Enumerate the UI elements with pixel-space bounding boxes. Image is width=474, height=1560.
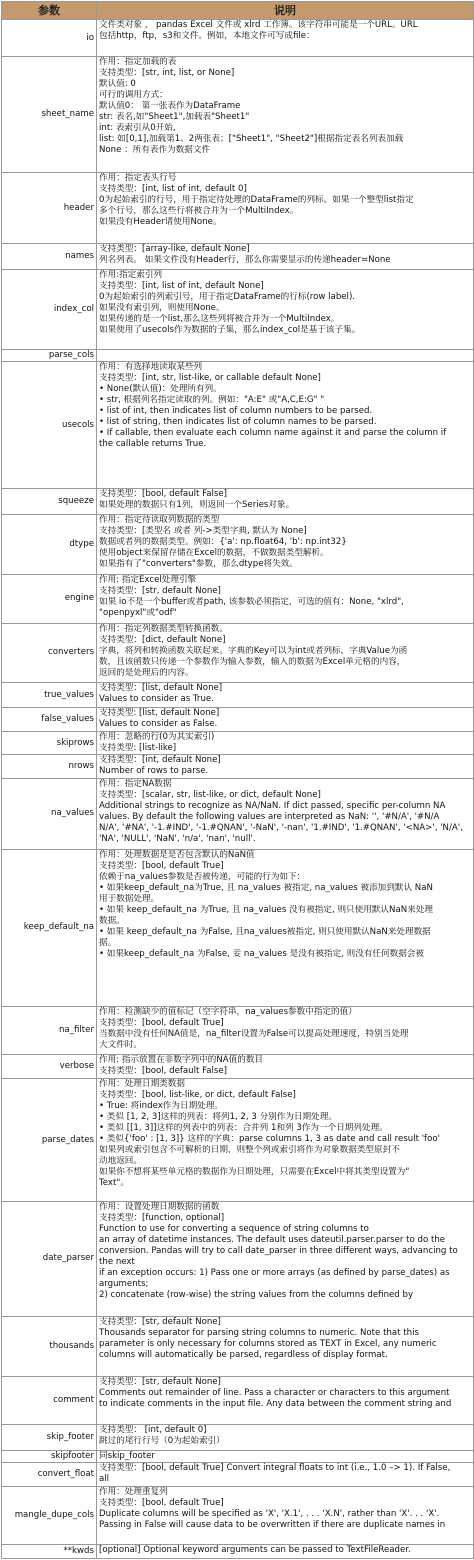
param-description [97,514,474,574]
param-name: nrows [2,755,97,779]
header-param: 参数 [2,2,97,20]
description-line: None ：所有表作为数据文件 [99,145,211,156]
param-description [97,1544,474,1558]
description-line: 支持类型：[int, list of int, default None] [99,280,264,291]
table-row [2,173,474,243]
table-row [2,574,474,623]
description-line: 多个行号，那么这些行将被合并为一个MultiIndex。 [99,206,299,217]
description-line: 如果你不想将某些单元格的数据作为日期处理，只需要在Excel中将其类型设置为" [99,1167,410,1178]
param-name: parse_dates [2,1079,97,1201]
description-line: 作用：处理重复列 [99,1486,168,1497]
param-name: na_filter [2,1007,97,1055]
param-name: engine [2,574,97,623]
description-line: Thousands separator for parsing string columns to numeric. Note that this [99,1328,419,1339]
table-row [2,1486,474,1544]
param-name: comment [2,1377,97,1425]
table-row [2,1544,474,1558]
description-line: • str, 根据列名指定读取的列。例如："A:E" 或"A,C,E:G" " [99,395,325,406]
description-line: Values to consider as False. [99,719,218,730]
table-row [2,243,474,269]
param-name: names [2,243,97,269]
description-line: 2) concatenate (row-wise) the string values from the columns defined by [99,1289,414,1300]
table-row [2,779,474,849]
table-row [2,1055,474,1079]
param-name: squeeze [2,489,97,514]
description-line: the callable returns True. [99,439,207,450]
header-desc: 说明 [97,2,474,20]
description-line: Number of rows to parse. [99,766,209,777]
param-description [97,1007,474,1055]
param-name: header [2,173,97,243]
description-line: "openpyxl"或"odf" [99,607,177,618]
description-line: N/A', '#NA', '-1.#IND', '-1.#QNAN', '-NaN', '-nan', '1.#IND', '1.#QNAN', '<NA>', 'N/A', [99,823,463,834]
table-row [2,683,474,708]
description-line: 如果 io不是一个buffer或者path, 该参数必须指定，可选的值有：None, "xlrd", [99,596,404,607]
table-row [2,1317,474,1377]
table-row [2,1462,474,1486]
description-line: 如果传递的是一个list,那么这些列将被合并为一个MultiIndex。 [99,313,340,324]
table-row [2,350,474,362]
description-line: 可行的调用方式： [99,90,168,101]
description-line: • list of int, then indicates list of column numbers to be parsed. [99,406,373,417]
description-line: 支持类型：[list, default None] [99,683,223,694]
description-line: 支持类型：[类型名 或者 列->类型字典, 默认为 None] [99,525,307,536]
param-description [97,732,474,755]
description-line: • 如果keep_default_na 为False, 妾 na_values 是没有被指定, 则没有任何数据会被 [99,948,424,959]
description-line: the next [99,1256,135,1267]
param-description [97,1317,474,1377]
description-line: if an exception occurs: 1) Pass one or more arrays (as defined by parse_dates) as [99,1267,450,1278]
description-line: 跳过的尾行行号（0为起始索引） [99,1436,225,1447]
description-line: 作用：指定加载的表 [99,57,177,68]
description-line: 作用: 指示放置在非数字列中的NA值的数目 [99,1055,264,1066]
param-description [97,57,474,173]
param-description [97,1450,474,1462]
description-line: 支持类型： [int, default 0] [99,1425,207,1436]
table-row [2,514,474,574]
description-line: arguments; [99,1278,149,1289]
description-line: int: 表索引从0开始, [99,123,176,134]
param-description [97,1201,474,1316]
param-name: index_col [2,269,97,349]
param-description [97,489,474,514]
description-line: 支持类型：[str, default None] [99,1317,221,1328]
description-line: an array of datetime instances. The default uses dateutil.parser.parser to do the [99,1234,446,1245]
description-line: 列名列表。 如果文件没有Header行，那么你需要显示的传递header=None [99,254,391,265]
description-line: 支持类型：[str, int, list, or None] [99,68,235,79]
param-name: false_values [2,708,97,732]
description-line: Duplicate columns will be specified as 'X', 'X.1', . . . 'X.N', rather than 'X'. . . 'X'. [99,1508,440,1519]
param-name: converters [2,623,97,682]
param-description [97,269,474,349]
description-line: 作用：有选择地读取某些列 [99,362,203,373]
param-description [97,1462,474,1486]
description-line: 作用：忽略的行(0为其实索引) [99,732,215,743]
description-line: 支持类型：[bool, default False] [99,489,228,500]
description-line: columns will automatically be parsed, regardless of display format. [99,1350,388,1361]
description-line: 默认值0： 第一张表作为DataFrame [99,101,241,112]
description-line: 返回的是处理后的内容。 [99,667,194,678]
description-line: 字典，将列和转换函数关联起来。字典的Key可以为int或者列标，字典Value为函 [99,645,408,656]
param-name: skip_footer [2,1425,97,1450]
table-row [2,489,474,514]
description-line: 使用object来保留存储在Excel的数据，不做数据类型解析。 [99,547,329,558]
description-line: 包括http，ftp，s3和文件。例如，本地文件可写成file： [99,31,315,41]
description-line: 默认值: 0 [99,79,136,90]
description-line: 动地返回。 [99,1156,142,1167]
description-line: 支持类型：[int, list of int, default 0] [99,184,247,195]
description-line: 如果使用了usecols作为数据的子集，那么index_col是基于该子集。 [99,324,361,335]
description-line: Comments out remainder of line. Pass a character or characters to this argument [99,1388,450,1399]
param-description [97,574,474,623]
table-row [2,1425,474,1450]
description-line: 支持类型：[int, default None] [99,755,221,766]
description-line: 作用：指定表头行号 [99,173,177,184]
param-name: sheet_name [2,57,97,173]
description-line: 文件类对象 ， pandas Excel 文件或 xlrd 工作簿。该字符串可能是一个URL。URL [99,20,418,30]
description-line: [optional] Optional keyword arguments can be passed to TextFileReader. [99,1544,411,1555]
description-line: 作用：指定NA数据 [99,779,172,790]
table-row [2,1007,474,1055]
description-line: • 如果 keep_default_na 为True, 且 na_values 没有被指定, 则只使用默认NaN来处理 [99,904,433,915]
param-description [97,1055,474,1079]
description-line: • 如果 keep_default_na 为False, 且na_values被指定, 则只使用默认NaN来处理数据 [99,926,431,937]
description-line: Text"。 [99,1178,129,1189]
description-line: 支持类型：[int, str, list-like, or callable default None] [99,373,321,384]
description-line: Function to use for converting a sequence of string columns to [99,1223,369,1234]
param-description [97,849,474,1007]
description-line: 支持类型：[str, default None] [99,1377,221,1388]
table-row [2,623,474,682]
description-line: 0为起始索引的列索引号，用于指定DataFrame的行标(row label). [99,291,356,302]
description-line: • 类似 [[1, 3]]这样的列表中的列表：合并列 1和列 3作为一个日期列处理。 [99,1123,388,1134]
param-description [97,755,474,779]
param-description [97,779,474,849]
description-line: 'NA', 'NULL', 'NaN', 'n/a', 'nan', 'null'. [99,834,256,845]
description-line: 数据。 [99,915,125,926]
description-line: 支持类型：[scalar, str, list-like, or dict, default None] [99,790,321,801]
param-name: skiprows [2,732,97,755]
description-line: Additional strings to recognize as NA/NaN. If dict passed, specific per-column NA [99,801,446,812]
description-line: to indicate comments in the input file. Any data between the comment string and [99,1399,452,1410]
param-description [97,362,474,489]
description-line: • list of string, then indicates list of column names to be parsed. [99,417,377,428]
param-name: keep_default_na [2,849,97,1007]
param-name: dtype [2,514,97,574]
description-line: Passing in False will cause data to be overwritten if there are duplicate names in [99,1519,446,1530]
description-line: str: 表名,如"Sheet1",加载表"Sheet1" [99,112,250,123]
description-line: 数，且该函数只传递一个参数作为输入参数，输入的数据为Excel单元格的内容， [99,656,406,667]
description-line: list: 如[0,1],加载第1、2两张表；["Sheet1", "Sheet2"]根据指定表名列表加载 [99,134,404,145]
param-description [97,20,474,57]
description-line: 支持类型：[bool, default True] Convert integral floats to int (i.e., 1.0 –> 1). If False, [99,1462,451,1473]
param-description [97,708,474,732]
description-line: • None(默认值)：处理所有列。 [99,384,222,395]
description-line: 如果没有索引列，则使用None。 [99,302,225,313]
param-description [97,1425,474,1450]
description-line: 作用：处理日期类数据 [99,1079,185,1090]
param-name: true_values [2,683,97,708]
param-name: verbose [2,1055,97,1079]
description-line: Values to consider as True. [99,694,214,705]
description-line: • True: 将index作为日期处理。 [99,1101,223,1112]
param-name: io [2,20,97,57]
description-line: 支持类型：[bool, default True] [99,1018,224,1029]
table-body [2,20,474,1559]
table-row [2,1377,474,1425]
description-line: • 类似{'foo' : [1, 3]} 这样的字典：parse columns 1, 3 as date and call result 'foo' [99,1134,440,1145]
param-description [97,243,474,269]
description-line: 据。 [99,937,117,948]
description-line: 支持类型：[array-like, default None] [99,243,250,254]
table-row [2,269,474,349]
table-row [2,1201,474,1316]
param-name: thousands [2,1317,97,1377]
table-row [2,1450,474,1462]
description-line: 0为起始索引的行号，用于指定待处理的DataFrame的列标。如果一个整型list指定 [99,195,414,206]
param-name: convert_float [2,1462,97,1486]
table-row [2,20,474,57]
description-line: 作用:指定索引列 [99,269,163,280]
description-line: all [99,1473,110,1484]
description-line: 如果没有Header请使用None。 [99,217,222,228]
description-line: • 类似 [1, 2, 3]这样的列表：将列1, 2, 3 分别作为日期处理。 [99,1112,337,1123]
param-name: **kwds [2,1544,97,1558]
description-line: values. By default the following values are interpreted as NaN: '', '#N/A', '#N/A [99,812,440,823]
param-name: skipfooter [2,1450,97,1462]
description-line: 作用：指定待读取列数据的类型 [99,514,220,525]
description-line: • 如果keep_default_na为True, 且 na_values 被指定, na_values 被添加到默认 NaN [99,882,433,893]
param-name: date_parser [2,1201,97,1316]
description-line: 依赖于na_values参数是否被传递，可能的行为如下： [99,871,306,882]
param-description [97,623,474,682]
table-row [2,708,474,732]
description-line: 支持类型：[bool, default True] [99,860,224,871]
description-line: 支持类型：[function, optional] [99,1212,225,1223]
description-line: 支持类型：[bool, list-like, or dict, default False] [99,1090,296,1101]
param-name: usecols [2,362,97,489]
param-description [97,1377,474,1425]
description-line: 作用：指定列数据类型转换函数。 [99,623,228,634]
table-row [2,732,474,755]
description-line: conversion. Pandas will try to call date_parser in three different ways, advancing to [99,1245,458,1256]
param-description [97,350,474,362]
description-line: 数据或者列的数据类型。例如：{'a': np.float64, 'b': np.int32} [99,536,347,547]
parameter-table [1,1,474,1559]
description-line: 支持类型：[dict, default None] [99,634,226,645]
table-row [2,755,474,779]
description-line: 支持类型：[str, default None] [99,585,221,596]
description-line: 当数据中没有任何NA值是，na_filter设置为False可以提高处理速度，特别当处理 [99,1029,409,1040]
table-row [2,57,474,173]
param-name: parse_cols [2,350,97,362]
param-description [97,173,474,243]
description-line: 作用：处理数据是是否包含默认的NaN值 [99,849,255,860]
description-line: parameter is only necessary for columns stored as TEXT in Excel, any numeric [99,1339,437,1350]
table-row [2,362,474,489]
description-line: 如果列或索引包含不可解析的日期，则整个列或索引将作为对象数据类型原封不 [99,1145,400,1156]
param-name: mangle_dupe_cols [2,1486,97,1544]
description-line: 大文件时。 [99,1040,142,1051]
param-name: na_values [2,779,97,849]
description-line: 同skip_footer [99,1450,155,1461]
description-line: 如果指有了"converters"参数，那么dtype将失效。 [99,558,298,569]
description-line: 支持类型: [list, default None] [99,708,220,719]
param-description [97,1079,474,1201]
description-line: 作用：检测缺少的值标记（空字符串，na_values参数中指定的值） [99,1007,357,1018]
description-line: 作用: 指定Excel处理引擎 [99,574,197,585]
table-header-row [2,2,474,20]
description-line: 用于数据处理。 [99,893,160,904]
param-description [97,1486,474,1544]
table-row [2,849,474,1007]
description-line: 支持类型：[bool, default True] [99,1497,224,1508]
description-line: 如果处理的数据只有1列，则返回一个Series对象。 [99,500,295,511]
table-row [2,1079,474,1201]
description-line: 支持类型：[bool, default False] [99,1066,228,1077]
description-line: 支持类型: [list-like] [99,743,177,754]
description-line: 作用：设置处理日期数据的函数 [99,1201,220,1212]
param-description [97,683,474,708]
description-line: • If callable, then evaluate each column name against it and parse the column if [99,428,447,439]
